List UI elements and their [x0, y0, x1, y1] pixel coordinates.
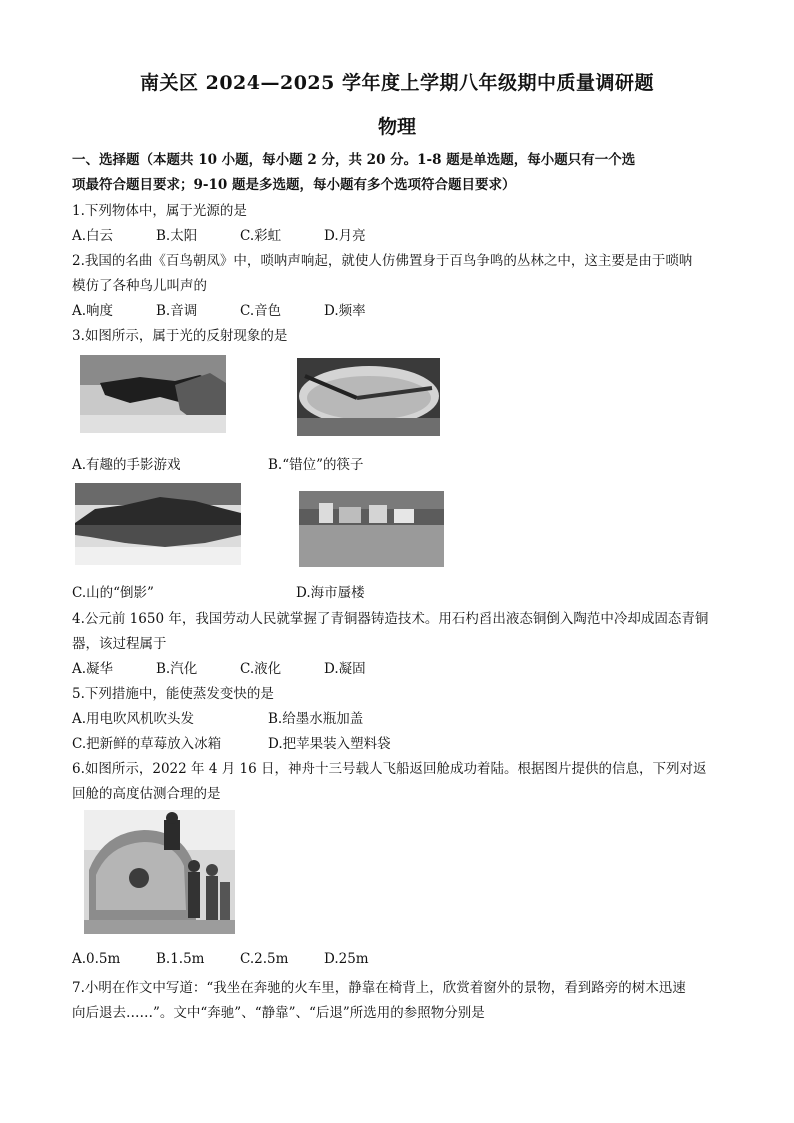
q3-caption-b: B.“错位”的筷子 — [268, 457, 364, 473]
q1-option-c: C.彩虹 — [240, 228, 282, 244]
q4-option-b: B.汽化 — [156, 661, 198, 677]
q4-option-a: A.凝华 — [72, 661, 114, 677]
mirage-photo — [299, 491, 444, 567]
subject-title: 物理 — [377, 116, 416, 138]
q6-option-d: D.25m — [324, 951, 369, 967]
q4-stem-line2: 器，该过程属于 — [72, 636, 167, 652]
exam-title: 南关区 2024—2025 学年度上学期八年级期中质量调研题 — [140, 72, 654, 94]
hand-shadow-photo — [80, 355, 226, 433]
section-heading-line2: 项最符合题目要求；9-10 题是多选题，每小题有多个选项符合题目要求） — [72, 177, 516, 193]
q6-option-b: B.1.5m — [156, 951, 205, 967]
q1-option-d: D.月亮 — [324, 228, 366, 244]
q4-stem-line1: 4.公元前 1650 年，我国劳动人民就掌握了青铜器铸造技术。用石杓舀出液态铜倒入陶范中冷却成固态青铜 — [72, 611, 709, 627]
q2-option-c: C.音色 — [240, 303, 282, 319]
q2-option-a: A.响度 — [72, 303, 114, 319]
q2-option-b: B.音调 — [156, 303, 198, 319]
q1-option-a: A.白云 — [72, 228, 114, 244]
q6-stem-line1: 6.如图所示，2022 年 4 月 16 日，神舟十三号载人飞船返回舱成功着陆。根据图片提供的信息，下列对返 — [72, 761, 707, 777]
q6-option-a: A.0.5m — [72, 951, 121, 967]
q3-caption-a: A.有趣的手影游戏 — [72, 457, 181, 473]
q5-option-b: B.给墨水瓶加盖 — [268, 711, 364, 727]
section-heading-line1: 一、选择题（本题共 10 小题，每小题 2 分，共 20 分。1-8 题是单选题，每小题只有一个选 — [72, 152, 636, 168]
q4-option-c: C.液化 — [240, 661, 282, 677]
return-capsule-photo — [84, 810, 235, 934]
q4-option-d: D.凝固 — [324, 661, 366, 677]
mountain-reflection-photo — [75, 483, 241, 565]
chopsticks-photo — [297, 358, 440, 436]
q6-option-c: C.2.5m — [240, 951, 289, 967]
q2-stem-line1: 2.我国的名曲《百鸟朝凤》中，唢呐声响起，就使人仿佛置身于百鸟争鸣的丛林之中，这主要是由于唢呐 — [72, 253, 693, 269]
q2-stem-line2: 模仿了各种鸟儿叫声的 — [72, 278, 207, 294]
q6-stem-line2: 回舱的高度估测合理的是 — [72, 786, 221, 802]
q5-option-d: D.把苹果装入塑料袋 — [268, 736, 391, 752]
q3-caption-d: D.海市蜃楼 — [296, 585, 365, 601]
q5-stem: 5.下列措施中，能使蒸发变快的是 — [72, 686, 274, 702]
q5-option-a: A.用电吹风机吹头发 — [72, 711, 195, 727]
q2-option-d: D.频率 — [324, 303, 366, 319]
q5-option-c: C.把新鲜的草莓放入冰箱 — [72, 736, 222, 752]
q7-stem-line1: 7.小明在作文中写道：“我坐在奔驰的火车里，静靠在椅背上，欣赏着窗外的景物，看到路旁的树木迅速 — [72, 980, 686, 996]
q1-option-b: B.太阳 — [156, 228, 198, 244]
q7-stem-line2: 向后退去……”。文中“奔驰”、“静靠”、“后退”所选用的参照物分别是 — [72, 1005, 485, 1021]
q1-stem: 1.下列物体中，属于光源的是 — [72, 203, 247, 219]
q3-stem: 3.如图所示，属于光的反射现象的是 — [72, 328, 288, 344]
q3-caption-c: C.山的“倒影” — [72, 585, 154, 601]
